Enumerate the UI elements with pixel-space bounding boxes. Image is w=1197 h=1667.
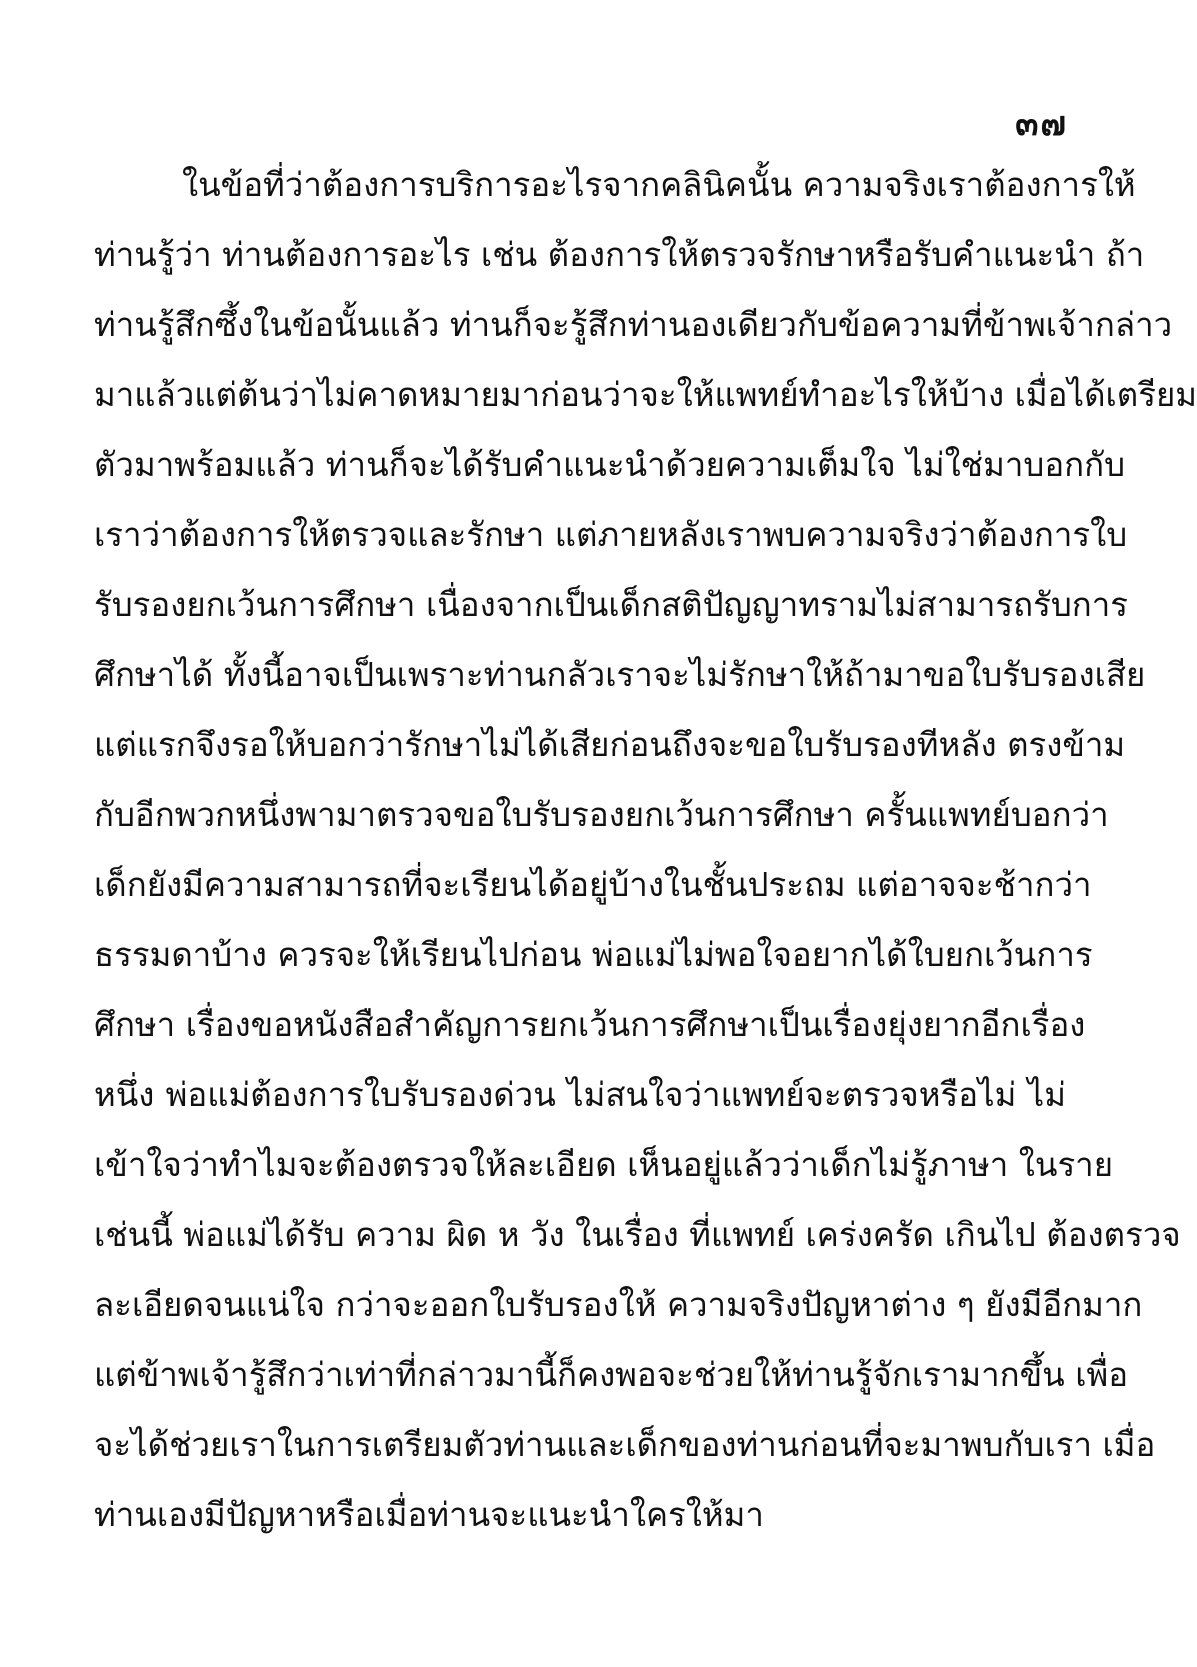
body-paragraph	[94, 150, 1197, 1550]
text-line: มาแล้วแต่ต้นว่าไม่คาดหมายมาก่อนว่าจะให้แพทย์ทำอะไรให้บ้าง เมื่อได้เตรียม	[94, 375, 1197, 414]
text-line: ท่านรู้สึกซึ้งในข้อนั้นแล้ว ท่านก็จะรู้สึกท่านองเดียวกับข้อความที่ข้าพเจ้ากล่าว	[94, 305, 1173, 344]
text-line: ธรรมดาบ้าง ควรจะให้เรียนไปก่อน พ่อแม่ไม่พอใจอยากได้ใบยกเว้นการ	[94, 935, 1093, 974]
text-line: รับรองยกเว้นการศึกษา เนื่องจากเป็นเด็กสติปัญญาทรามไม่สามารถรับการ	[94, 585, 1129, 624]
text-line: เช่นนี้ พ่อแม่ได้รับ ความ ผิด ห วัง ในเรื่อง ที่แพทย์ เคร่งครัด เกินไป ต้องตรวจ	[94, 1215, 1181, 1254]
text-line: เด็กยังมีความสามารถที่จะเรียนได้อยู่บ้างในชั้นประถม แต่อาจจะช้ากว่า	[94, 865, 1092, 904]
text-line: ตัวมาพร้อมแล้ว ท่านก็จะได้รับคำแนะนำด้วยความเต็มใจ ไม่ใช่มาบอกกับ	[94, 445, 1126, 484]
text-line: กับอีกพวกหนึ่งพามาตรวจขอใบรับรองยกเว้นการศึกษา ครั้นแพทย์บอกว่า	[94, 795, 1109, 834]
text-line: ศึกษาได้ ทั้งนี้อาจเป็นเพราะท่านกลัวเราจะไม่รักษาให้ถ้ามาขอใบรับรองเสีย	[94, 655, 1146, 694]
text-line: ท่านรู้ว่า ท่านต้องการอะไร เช่น ต้องการให้ตรวจรักษาหรือรับคำแนะนำ ถ้า	[94, 235, 1145, 274]
text-line: เราว่าต้องการให้ตรวจและรักษา แต่ภายหลังเราพบความจริงว่าต้องการใบ	[94, 515, 1128, 554]
text-line: เข้าใจว่าทำไมจะต้องตรวจให้ละเอียด เห็นอยู่แล้วว่าเด็กไม่รู้ภาษา ในราย	[94, 1145, 1114, 1184]
text-line: ศึกษา เรื่องขอหนังสือสำคัญการยกเว้นการศึกษาเป็นเรื่องยุ่งยากอีกเรื่อง	[94, 1005, 1086, 1044]
text-line: ละเอียดจนแน่ใจ กว่าจะออกใบรับรองให้ ความจริงปัญหาต่าง ๆ ยังมีอีกมาก	[94, 1285, 1143, 1324]
text-line: หนึ่ง พ่อแม่ต้องการใบรับรองด่วน ไม่สนใจว่าแพทย์จะตรวจหรือไม่ ไม่	[94, 1075, 1066, 1114]
page-number: ๓๗	[1015, 104, 1068, 144]
text-line: ท่านเองมีปัญหาหรือเมื่อท่านจะแนะนำใครให้มา	[94, 1495, 764, 1534]
text-line: แต่แรกจึงรอให้บอกว่ารักษาไม่ได้เสียก่อนถึงจะขอใบรับรองทีหลัง ตรงข้าม	[94, 725, 1126, 764]
text-line: ในข้อที่ว่าต้องการบริการอะไรจากคลินิคนั้น ความจริงเราต้องการให้	[182, 165, 1136, 204]
text-line: จะได้ช่วยเราในการเตรียมตัวท่านและเด็กของท่านก่อนที่จะมาพบกับเรา เมื่อ	[94, 1425, 1156, 1464]
text-line: แต่ข้าพเจ้ารู้สึกว่าเท่าที่กล่าวมานี้ก็คงพอจะช่วยให้ท่านรู้จักเรามากขึ้น เพื่อ	[94, 1355, 1129, 1394]
